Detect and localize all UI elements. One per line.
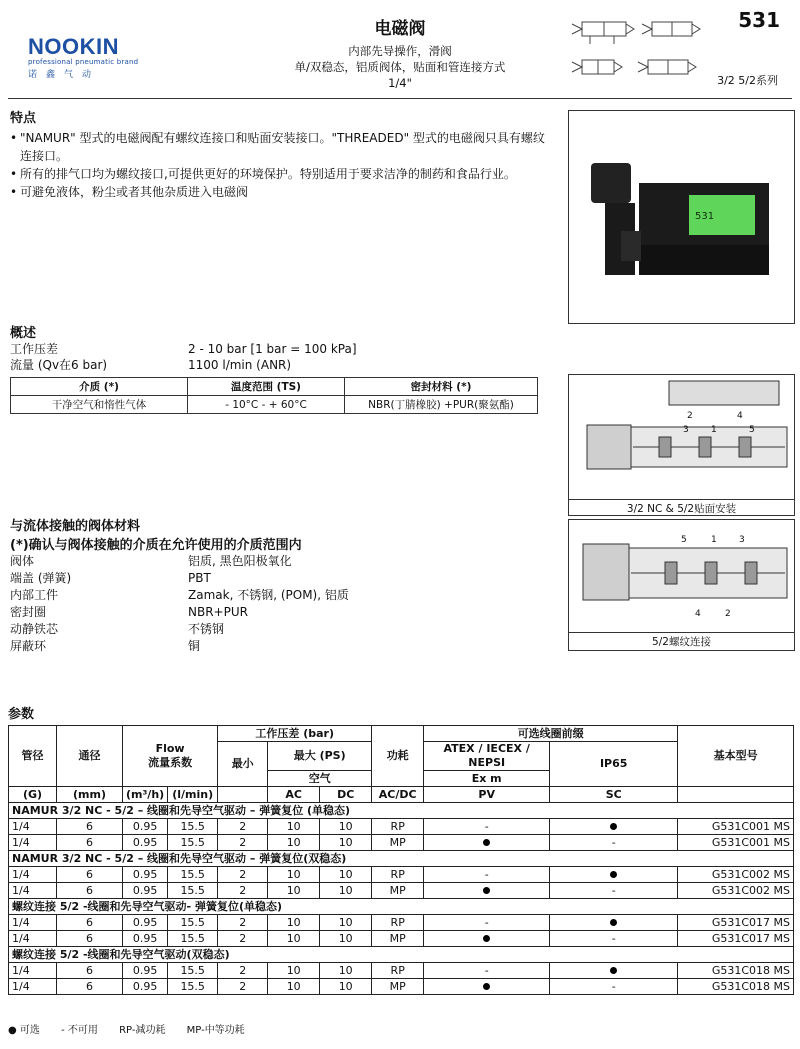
material-key: 内部工件 [10, 588, 59, 602]
table-cell: 1/4 [9, 867, 57, 883]
available-dot-icon [424, 931, 550, 947]
params-table [8, 725, 794, 995]
available-dot-icon [550, 819, 678, 835]
overview-section [10, 322, 540, 373]
table-cell: - [424, 963, 550, 979]
table-cell: 6 [57, 979, 123, 995]
table-row [9, 835, 794, 851]
material-value: NBR+PUR [188, 605, 248, 619]
svg-text:531: 531 [695, 211, 715, 222]
overview-heading: 概述 [10, 326, 37, 341]
table-cell: - [424, 867, 550, 883]
table-cell: 15.5 [168, 931, 218, 947]
col-pressure: 工作压差 (bar) [218, 726, 372, 742]
available-dot-icon [550, 915, 678, 931]
table-cell: 15.5 [168, 915, 218, 931]
port-label: 5 [681, 535, 687, 545]
table-cell: G531C002 MS [678, 883, 794, 899]
logo-wordmark: NOOKIN [28, 34, 119, 59]
table-cell: 0.95 [123, 915, 168, 931]
unit: AC/DC [372, 787, 424, 803]
table-cell: 15.5 [168, 867, 218, 883]
table-cell: 10 [320, 867, 372, 883]
media-table [10, 377, 538, 414]
table-cell: 6 [57, 883, 123, 899]
material-row [10, 553, 550, 570]
spec-row [10, 357, 540, 373]
material-row [10, 638, 550, 655]
features-section [10, 107, 555, 201]
material-key: 阀体 [10, 554, 35, 568]
port-label: 5 [749, 425, 755, 435]
table-cell: 2 [218, 819, 268, 835]
feature-item: • 可避免液体，粉尘或者其他杂质进入电磁阀 [10, 183, 555, 201]
unit [218, 787, 268, 803]
spec-key: 流量 (Qv在6 bar) [10, 358, 108, 372]
col-ip65: IP65 [550, 742, 678, 787]
table-cell: 0.95 [123, 979, 168, 995]
table-cell: 0.95 [123, 819, 168, 835]
port-label: 4 [737, 411, 743, 421]
temperature-value: - 10°C - + 60°C [188, 396, 345, 414]
table-cell: 2 [218, 915, 268, 931]
available-dot-icon [424, 835, 550, 851]
table-cell: 0.95 [123, 867, 168, 883]
table-cell: 1/4 [9, 963, 57, 979]
table-cell: 6 [57, 963, 123, 979]
table-cell: 15.5 [168, 835, 218, 851]
diagram-caption: 5/2螺纹连接 [569, 632, 794, 649]
table-cell: 15.5 [168, 819, 218, 835]
params-heading: 参数 [8, 707, 35, 722]
port-label: 1 [711, 535, 717, 545]
table-cell: 10 [320, 835, 372, 851]
port-label: 2 [687, 411, 693, 421]
col-min: 最小 [218, 742, 268, 787]
table-cell: G531C018 MS [678, 979, 794, 995]
table-cell: 0.95 [123, 883, 168, 899]
spec-value: 2 - 10 bar [1 bar = 100 kPa] [188, 342, 357, 356]
media-value: 干净空气和惰性气体 [11, 396, 188, 414]
table-cell: 10 [320, 963, 372, 979]
unit: SC [550, 787, 678, 803]
legend-item: ● 可选 [8, 1025, 40, 1036]
page-number: 531 [738, 8, 780, 32]
logo-tagline: professional pneumatic brand [28, 58, 139, 66]
material-row [10, 604, 550, 621]
table-cell: 10 [268, 867, 320, 883]
media-header: 介质 (*) [11, 378, 188, 396]
table-cell: RP [372, 867, 424, 883]
material-row [10, 621, 550, 638]
unit: AC [268, 787, 320, 803]
header-divider [8, 98, 792, 99]
material-row [10, 587, 550, 604]
table-cell: G531C001 MS [678, 819, 794, 835]
table-cell: - [550, 883, 678, 899]
col-air: 空气 [268, 771, 372, 787]
table-cell: 10 [320, 931, 372, 947]
seal-value: NBR(丁腈橡胶) +PUR(聚氨酯) [345, 396, 538, 414]
table-group-row [9, 899, 794, 915]
table-cell: G531C018 MS [678, 963, 794, 979]
table-cell: 0.95 [123, 835, 168, 851]
table-row [9, 867, 794, 883]
table-row [9, 883, 794, 899]
available-dot-icon [550, 867, 678, 883]
material-key: 动静铁芯 [10, 622, 59, 636]
material-key: 屏蔽环 [10, 639, 47, 653]
table-cell: 2 [218, 931, 268, 947]
table-cell: - [550, 979, 678, 995]
table-row [9, 931, 794, 947]
table-cell: RP [372, 819, 424, 835]
cross-section-diagram-2 [568, 519, 795, 651]
table-cell: 6 [57, 931, 123, 947]
table-cell: - [424, 915, 550, 931]
legend-item: - 不可用 [61, 1025, 98, 1036]
page-title: 电磁阀 [374, 19, 426, 39]
table-cell: 10 [320, 979, 372, 995]
dot-icon [610, 919, 617, 926]
col-max: 最大 (PS) [268, 742, 372, 771]
valve-cross-section-icon [569, 520, 794, 632]
spec-value: 1100 l/min (ANR) [188, 358, 292, 372]
valve-symbols-icon [566, 14, 716, 94]
port-label: 1 [711, 425, 717, 435]
table-cell: 10 [320, 915, 372, 931]
table-cell: 2 [218, 883, 268, 899]
group-title: NAMUR 3/2 NC - 5/2 – 线圈和先导空气驱动 – 弹簧复位(双稳态) [9, 851, 794, 867]
table-cell: 10 [268, 979, 320, 995]
unit: (mm) [57, 787, 123, 803]
dot-icon [483, 983, 490, 990]
legend-item: MP-中等功耗 [186, 1025, 245, 1036]
col-flow: Flow 流量系数 [123, 726, 218, 787]
table-cell: 10 [268, 835, 320, 851]
unit: PV [424, 787, 550, 803]
group-title: 螺纹连接 5/2 -线圈和先导空气驱动- 弹簧复位(单稳态) [9, 899, 794, 915]
table-cell: MP [372, 883, 424, 899]
dot-icon [483, 935, 490, 942]
table-cell: 1/4 [9, 979, 57, 995]
table-cell: G531C017 MS [678, 931, 794, 947]
table-cell: RP [372, 915, 424, 931]
material-value: 不锈钢 [188, 622, 225, 636]
table-cell: 10 [268, 819, 320, 835]
brand-logo [28, 34, 148, 80]
material-value: Zamak, 不锈钢, (POM), 铝质 [188, 588, 349, 602]
table-cell: 2 [218, 979, 268, 995]
dot-icon [610, 823, 617, 830]
material-value: 铜 [188, 639, 201, 653]
port-label: 3 [739, 535, 745, 545]
table-cell: 2 [218, 963, 268, 979]
series-label: 3/2 5/2系列 [717, 74, 778, 87]
params-body [9, 803, 794, 995]
table-cell: 1/4 [9, 931, 57, 947]
subtitle-line-1: 内部先导操作，滑阀 [348, 44, 452, 58]
dot-icon [610, 967, 617, 974]
table-cell: RP [372, 963, 424, 979]
table-cell: - [550, 835, 678, 851]
material-row [10, 570, 550, 587]
logo-chinese: 诺鑫气动 [28, 70, 101, 80]
table-cell: 2 [218, 867, 268, 883]
spec-row [10, 341, 540, 357]
table-row [9, 963, 794, 979]
table-cell: 10 [268, 963, 320, 979]
table-cell: - [424, 819, 550, 835]
dot-icon [483, 839, 490, 846]
subtitle-line-2: 单/双稳态，铝质阀体，贴面和管连接方式 [294, 60, 506, 74]
legend [8, 1021, 263, 1036]
table-cell: 10 [320, 819, 372, 835]
table-cell: G531C002 MS [678, 867, 794, 883]
legend-item: RP-减功耗 [119, 1025, 166, 1036]
table-cell: G531C001 MS [678, 835, 794, 851]
seal-header: 密封材料 (*) [345, 378, 538, 396]
table-cell: 1/4 [9, 883, 57, 899]
table-row [9, 915, 794, 931]
product-photo [568, 110, 795, 324]
available-dot-icon [550, 963, 678, 979]
col-atex: ATEX / IECEX / NEPSI [424, 742, 550, 771]
table-cell: 10 [268, 883, 320, 899]
table-cell: G531C017 MS [678, 915, 794, 931]
table-cell: MP [372, 835, 424, 851]
port-label: 4 [695, 609, 701, 619]
table-cell: 15.5 [168, 963, 218, 979]
unit: (l/min) [168, 787, 218, 803]
table-cell: 2 [218, 835, 268, 851]
available-dot-icon [424, 979, 550, 995]
table-row [9, 819, 794, 835]
table-cell: 6 [57, 915, 123, 931]
table-cell: 10 [268, 915, 320, 931]
valve-cross-section-icon [569, 375, 794, 497]
solenoid-valve-image [569, 111, 794, 323]
feature-item: • "NAMUR" 型式的电磁阀配有螺纹连接口和贴面安装接口。"THREADED" 型式的电磁阀只具有螺纹连接口。 [10, 129, 555, 165]
table-cell: 0.95 [123, 931, 168, 947]
document-title-block [250, 14, 550, 91]
dot-icon [610, 871, 617, 878]
table-row [9, 979, 794, 995]
table-cell: 6 [57, 819, 123, 835]
feature-item: • 所有的排气口均为螺纹接口,可提供更好的环境保护。特别适用于要求洁净的制药和食品行业。 [10, 165, 555, 183]
table-group-row [9, 803, 794, 819]
features-list [10, 129, 555, 201]
table-cell: 10 [320, 883, 372, 899]
material-key: 密封圈 [10, 605, 47, 619]
table-cell: 15.5 [168, 979, 218, 995]
port-label: 2 [725, 609, 731, 619]
temperature-header: 温度范围 (TS) [188, 378, 345, 396]
material-value: 铝质, 黑色阳极氧化 [188, 554, 292, 568]
table-cell: - [550, 931, 678, 947]
available-dot-icon [424, 883, 550, 899]
material-key: 端盖 (弹簧) [10, 571, 72, 585]
subtitle-line-3: 1/4" [388, 76, 412, 90]
table-cell: 15.5 [168, 883, 218, 899]
dot-icon [483, 887, 490, 894]
table-cell: 1/4 [9, 819, 57, 835]
table-cell: 6 [57, 835, 123, 851]
unit [678, 787, 794, 803]
table-group-row [9, 851, 794, 867]
unit: (G) [9, 787, 57, 803]
col-power: 功耗 [372, 726, 424, 787]
features-heading: 特点 [10, 111, 37, 126]
col-model: 基本型号 [678, 726, 794, 787]
col-pipe: 管径 [9, 726, 57, 787]
col-bore: 通径 [57, 726, 123, 787]
table-group-row [9, 947, 794, 963]
spec-key: 工作压差 [10, 342, 59, 356]
table-cell: MP [372, 979, 424, 995]
material-value: PBT [188, 571, 211, 585]
materials-heading: 与流体接触的阀体材料 [10, 519, 141, 534]
group-title: NAMUR 3/2 NC - 5/2 – 线圈和先导空气驱动 – 弹簧复位 (单稳态) [9, 803, 794, 819]
unit: DC [320, 787, 372, 803]
col-coil: 可选线圈前缀 [424, 726, 678, 742]
group-title: 螺纹连接 5/2 -线圈和先导空气驱动(双稳态) [9, 947, 794, 963]
table-cell: 10 [268, 931, 320, 947]
port-label: 3 [683, 425, 689, 435]
cross-section-diagram-1 [568, 374, 795, 516]
table-cell: 6 [57, 867, 123, 883]
unit: (m³/h) [123, 787, 168, 803]
table-cell: 0.95 [123, 963, 168, 979]
col-exm: Ex m [424, 771, 550, 787]
table-cell: MP [372, 931, 424, 947]
diagram-caption: 3/2 NC & 5/2贴面安装 [569, 499, 794, 516]
materials-subheading: (*)确认与阀体接触的介质在允许使用的介质范围内 [10, 538, 302, 553]
table-cell: 1/4 [9, 915, 57, 931]
table-cell: 1/4 [9, 835, 57, 851]
materials-section [10, 515, 550, 655]
